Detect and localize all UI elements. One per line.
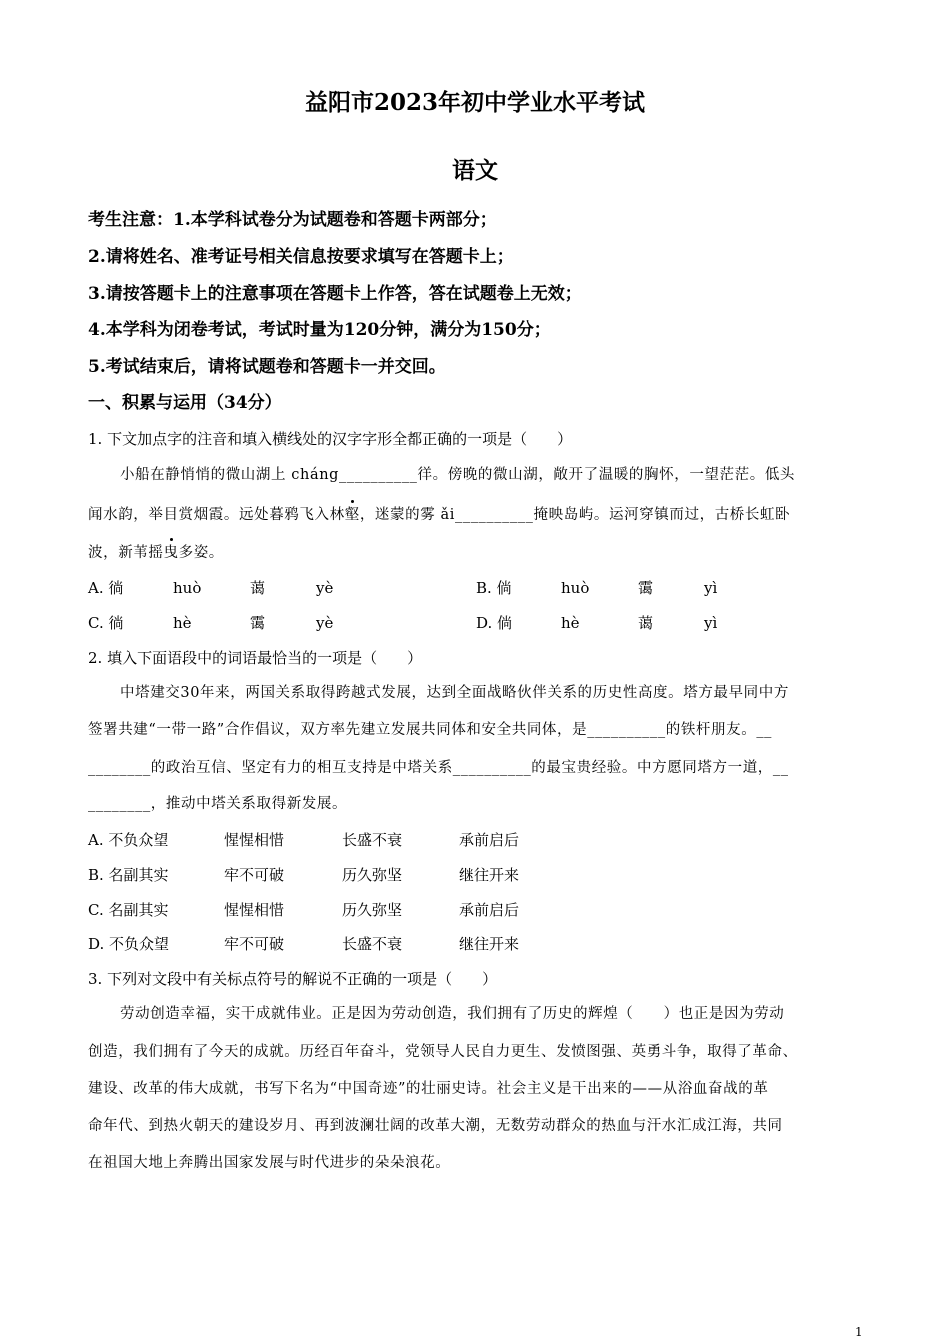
option-a-letter: A. 徜 — [88, 579, 124, 597]
option-c-pinyin-2: yè — [316, 614, 334, 632]
option-d-word-3: 长盛不衰 — [342, 935, 403, 953]
page-number: 1 — [855, 1325, 863, 1339]
question-1-stem: 1. 下文加点字的注音和填入横线处的汉字字形全都正确的一项是（ ） — [88, 430, 573, 448]
passage-text: 闻水韵，举目赏烟霞。远处暮鸦飞入林 — [88, 507, 345, 523]
option-d-word-2: 牢不可破 — [224, 935, 285, 953]
dotted-character: 曳 — [164, 541, 179, 565]
dotted-character: 壑 — [345, 503, 360, 527]
option-d-pinyin-2: yì — [704, 614, 718, 632]
option-d-char: 蔼 — [638, 614, 654, 632]
option-b-word-3: 历久弥坚 — [342, 866, 403, 884]
option-d-word-4: 继往开来 — [459, 935, 520, 953]
notice-line-5: 5.考试结束后，请将试题卷和答题卡一并交回。 — [88, 357, 446, 377]
question-2-passage-line-4: ________，推动中塔关系取得新发展。 — [88, 796, 348, 812]
question-3-stem: 3. 下列对文段中有关标点符号的解说不正确的一项是（ ） — [88, 970, 498, 988]
option-b-word-4: 继往开来 — [459, 866, 520, 884]
question-2-passage-line-2: 签署共建“一带一路”合作倡议，双方率先建立发展共同体和安全共同体，是__________的铁杆朋友。__ — [88, 722, 773, 738]
notice-line-4: 4.本学科为闭卷考试，考试时量为120分钟，满分为150分； — [88, 320, 551, 340]
option-b-char: 霭 — [638, 579, 654, 597]
question-3-passage-line-2: 创造，我们拥有了今天的成就。历经百年奋斗，党领导人民自力更生、发愤图强、英勇斗争，取得了革命、 — [88, 1044, 798, 1060]
question-2-passage-line-1: 中塔建交30年来，两国关系取得跨越式发展，达到全面战略伙伴关系的历史性高度。塔方最早同中方 — [120, 685, 789, 701]
notice-line-2: 2.请将姓名、准考证号相关信息按要求填写在答题卡上； — [88, 247, 514, 267]
passage-text: ，迷蒙的雾 ǎi__________掩映岛屿。运河穿镇而过，古桥长虹卧 — [359, 507, 791, 523]
option-c-word-2: 惺惺相惜 — [224, 901, 285, 919]
option-b-pinyin-1: huò — [561, 579, 590, 597]
question-1-passage-line-2 — [88, 503, 790, 527]
question-2-passage-line-3: ________的政治互信、坚定有力的相互支持是中塔关系__________的最宝贵经验。中方愿同塔方一道，__ — [88, 760, 789, 776]
option-a-word-2: 惺惺相惜 — [224, 831, 285, 849]
option-a-word-3: 长盛不衰 — [342, 831, 403, 849]
option-a-word-4: 承前启后 — [459, 831, 520, 849]
question-1-passage-line-1: 小船在静悄悄的微山湖上 cháng__________徉。傍晚的微山湖，敞开了温暖的胸怀，一望茫茫。低头 — [120, 467, 796, 483]
option-c-word-4: 承前启后 — [459, 901, 520, 919]
option-a-pinyin-2: yè — [316, 579, 334, 597]
option-b-word-2: 牢不可破 — [224, 866, 285, 884]
question-3-passage-line-5: 在祖国大地上奔腾出国家发展与时代进步的朵朵浪花。 — [88, 1155, 451, 1171]
option-d-pinyin-1: hè — [561, 614, 580, 632]
notice-line-1: 考生注意：1.本学科试卷分为试题卷和答题卡两部分； — [88, 210, 497, 230]
passage-text: 多姿。 — [178, 545, 224, 561]
option-b-pinyin-2: yì — [704, 579, 718, 597]
option-a-word-1: A. 不负众望 — [88, 831, 169, 849]
option-c-letter: C. 徜 — [88, 614, 124, 632]
question-1-passage-line-3 — [88, 541, 224, 565]
passage-text: 波，新苇摇 — [88, 545, 164, 561]
option-b-letter: B. 倘 — [476, 579, 512, 597]
notice-line-3: 3.请按答题卡上的注意事项在答题卡上作答，答在试题卷上无效； — [88, 284, 582, 304]
option-d-word-1: D. 不负众望 — [88, 935, 170, 953]
subject-title: 语文 — [452, 157, 498, 184]
question-3-passage-line-1: 劳动创造幸福，实干成就伟业。正是因为劳动创造，我们拥有了历史的辉煌（ ）也正是因为劳动 — [120, 1006, 785, 1022]
option-a-pinyin-1: huò — [173, 579, 202, 597]
question-2-stem: 2. 填入下面语段中的词语最恰当的一项是（ ） — [88, 649, 423, 667]
option-a-char: 蔼 — [250, 579, 266, 597]
option-c-word-3: 历久弥坚 — [342, 901, 403, 919]
section-heading: 一、积累与运用（34分） — [88, 393, 282, 413]
option-c-pinyin-1: hè — [173, 614, 192, 632]
option-b-word-1: B. 名副其实 — [88, 866, 169, 884]
option-d-letter: D. 倘 — [476, 614, 513, 632]
exam-title: 益阳市2023年初中学业水平考试 — [304, 89, 645, 116]
option-c-word-1: C. 名副其实 — [88, 901, 169, 919]
option-c-char: 霭 — [250, 614, 266, 632]
question-3-passage-line-4: 命年代、到热火朝天的建设岁月、再到波澜壮阔的改革大潮，无数劳动群众的热血与汗水汇成江海，共同 — [88, 1118, 783, 1134]
question-3-passage-line-3: 建设、改革的伟大成就，书写下名为“中国奇迹”的壮丽史诗。社会主义是干出来的——从浴血奋战的革 — [88, 1081, 769, 1097]
